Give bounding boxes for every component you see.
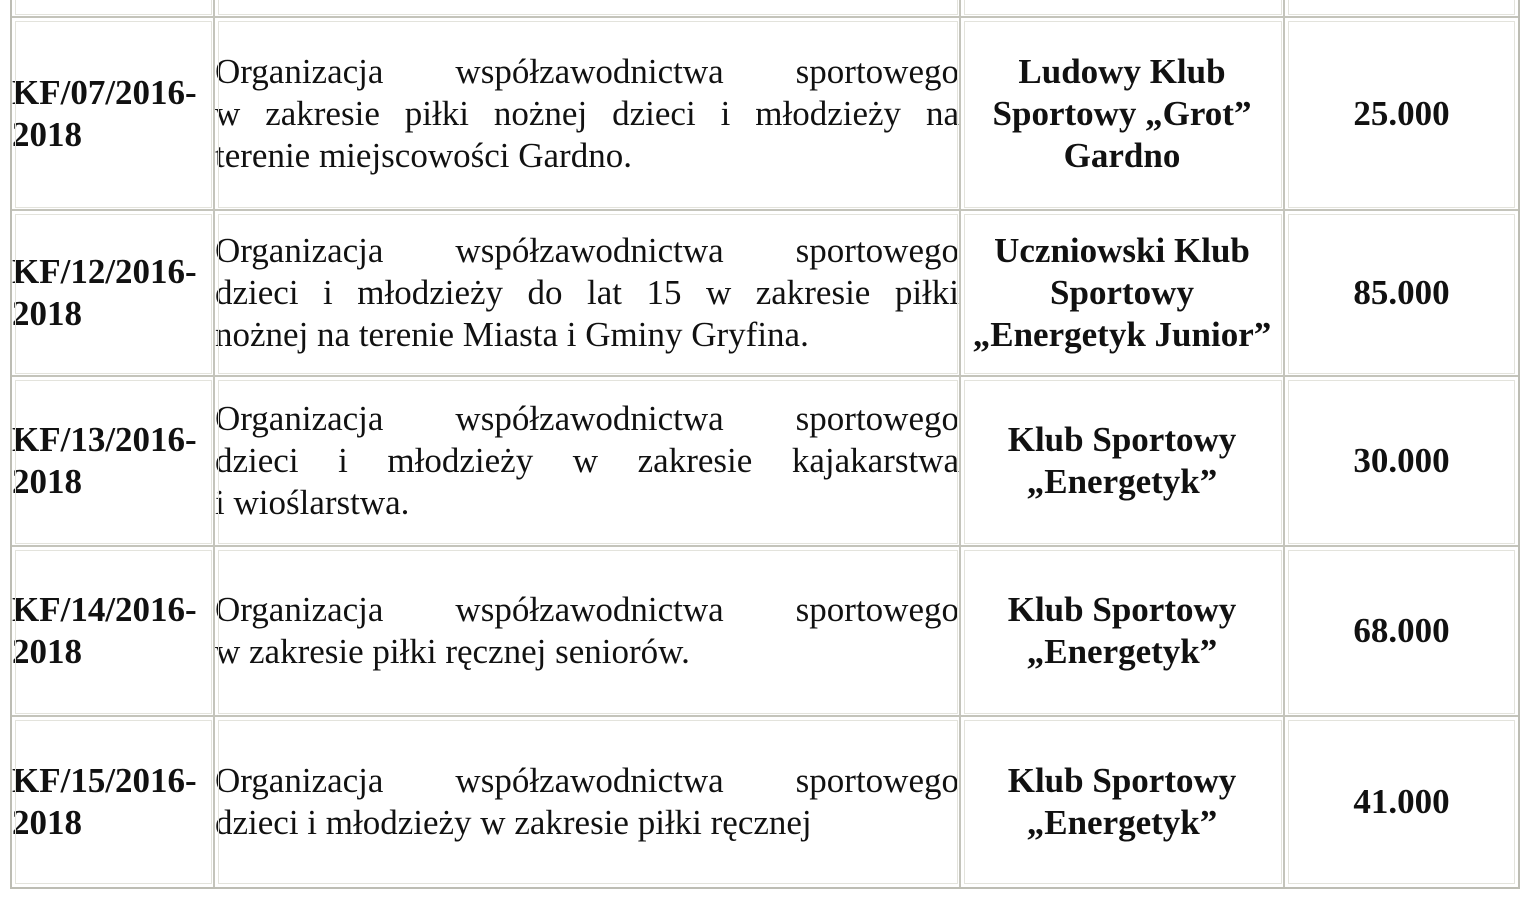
table-row-previous-partial xyxy=(12,0,1518,18)
organization-cell xyxy=(961,18,1285,211)
organization-cell xyxy=(961,717,1285,887)
description-line: terenie miejscowości Gardno. xyxy=(215,135,632,175)
grant-amount-cell: 68.000 xyxy=(1285,547,1518,717)
task-description-cell xyxy=(215,18,961,211)
task-description-cell xyxy=(215,547,961,717)
description-line: Organizacja współzawodnictwa sportowego xyxy=(215,51,959,91)
organization-line: Sportowy xyxy=(1050,273,1194,312)
description-line: nożnej na terenie Miasta i Gminy Gryfina. xyxy=(215,315,809,354)
contest-code-line: 2018 xyxy=(12,632,82,671)
partial-cell xyxy=(12,0,215,18)
organization-line: Klub Sportowy xyxy=(1007,420,1237,459)
organization-cell xyxy=(961,211,1285,377)
table-row xyxy=(12,377,1518,547)
grant-amount-cell: 41.000 xyxy=(1285,717,1518,887)
partial-cell xyxy=(961,0,1285,18)
description-line: dzieci i młodzieży w zakresie piłki ręcznej xyxy=(215,803,812,842)
description-line: dzieci i młodzieży do lat 15 w zakresie piłki xyxy=(215,273,959,312)
description-line: dzieci i młodzieży w zakresie kajakarstwa xyxy=(215,441,959,480)
organization-line: „Energetyk” xyxy=(1026,632,1218,671)
organization-line: „Energetyk” xyxy=(1026,462,1218,501)
partial-cell xyxy=(1285,0,1518,18)
description-line: i wioślarstwa. xyxy=(215,483,410,522)
organization-line: Sportowy „Grot” xyxy=(992,93,1252,133)
organization-cell xyxy=(961,547,1285,717)
organization-line: „Energetyk” xyxy=(1026,803,1218,842)
description-line: Organizacja współzawodnictwa sportowego xyxy=(215,399,959,438)
contest-code-line: KF/15/2016- xyxy=(12,761,197,800)
grant-amount-cell: 30.000 xyxy=(1285,377,1518,547)
description-line: Organizacja współzawodnictwa sportowego xyxy=(215,590,959,629)
organization-line: Uczniowski Klub xyxy=(994,231,1250,270)
grant-amount-cell: 85.000 xyxy=(1285,211,1518,377)
organization-line: Klub Sportowy xyxy=(1007,590,1237,629)
contest-code-cell xyxy=(12,211,215,377)
table-row xyxy=(12,18,1518,211)
description-line: w zakresie piłki nożnej dzieci i młodzieży na xyxy=(215,93,959,133)
description-line: Organizacja współzawodnictwa sportowego xyxy=(215,231,959,270)
contest-code-line: KF/12/2016- xyxy=(12,252,197,291)
description-line: w zakresie piłki ręcznej seniorów. xyxy=(215,632,690,671)
table-row xyxy=(12,717,1518,887)
contest-code-line: KF/07/2016- xyxy=(12,72,197,112)
partial-cell xyxy=(215,0,961,18)
contest-code-cell xyxy=(12,547,215,717)
contest-code-cell xyxy=(12,377,215,547)
table-row xyxy=(12,211,1518,377)
organization-line: Gardno xyxy=(1063,135,1181,175)
contest-code-cell xyxy=(12,18,215,211)
contest-code-line: KF/14/2016- xyxy=(12,590,197,629)
organization-line: Klub Sportowy xyxy=(1007,761,1237,800)
contest-code-line: 2018 xyxy=(12,803,82,842)
task-description-cell xyxy=(215,211,961,377)
organization-line: Ludowy Klub xyxy=(1018,51,1226,91)
contest-code-line: KF/13/2016- xyxy=(12,420,197,459)
contest-code-cell xyxy=(12,717,215,887)
organization-cell xyxy=(961,377,1285,547)
task-description-cell xyxy=(215,717,961,887)
organization-line: „Energetyk Junior” xyxy=(972,315,1272,354)
contest-code-line: 2018 xyxy=(12,294,82,333)
task-description-cell xyxy=(215,377,961,547)
table-row xyxy=(12,547,1518,717)
contest-code-line: 2018 xyxy=(12,114,82,154)
contest-code-line: 2018 xyxy=(12,462,82,501)
grants-table xyxy=(10,0,1520,889)
description-line: Organizacja współzawodnictwa sportowego xyxy=(215,761,959,800)
grant-amount-cell: 25.000 xyxy=(1285,18,1518,211)
